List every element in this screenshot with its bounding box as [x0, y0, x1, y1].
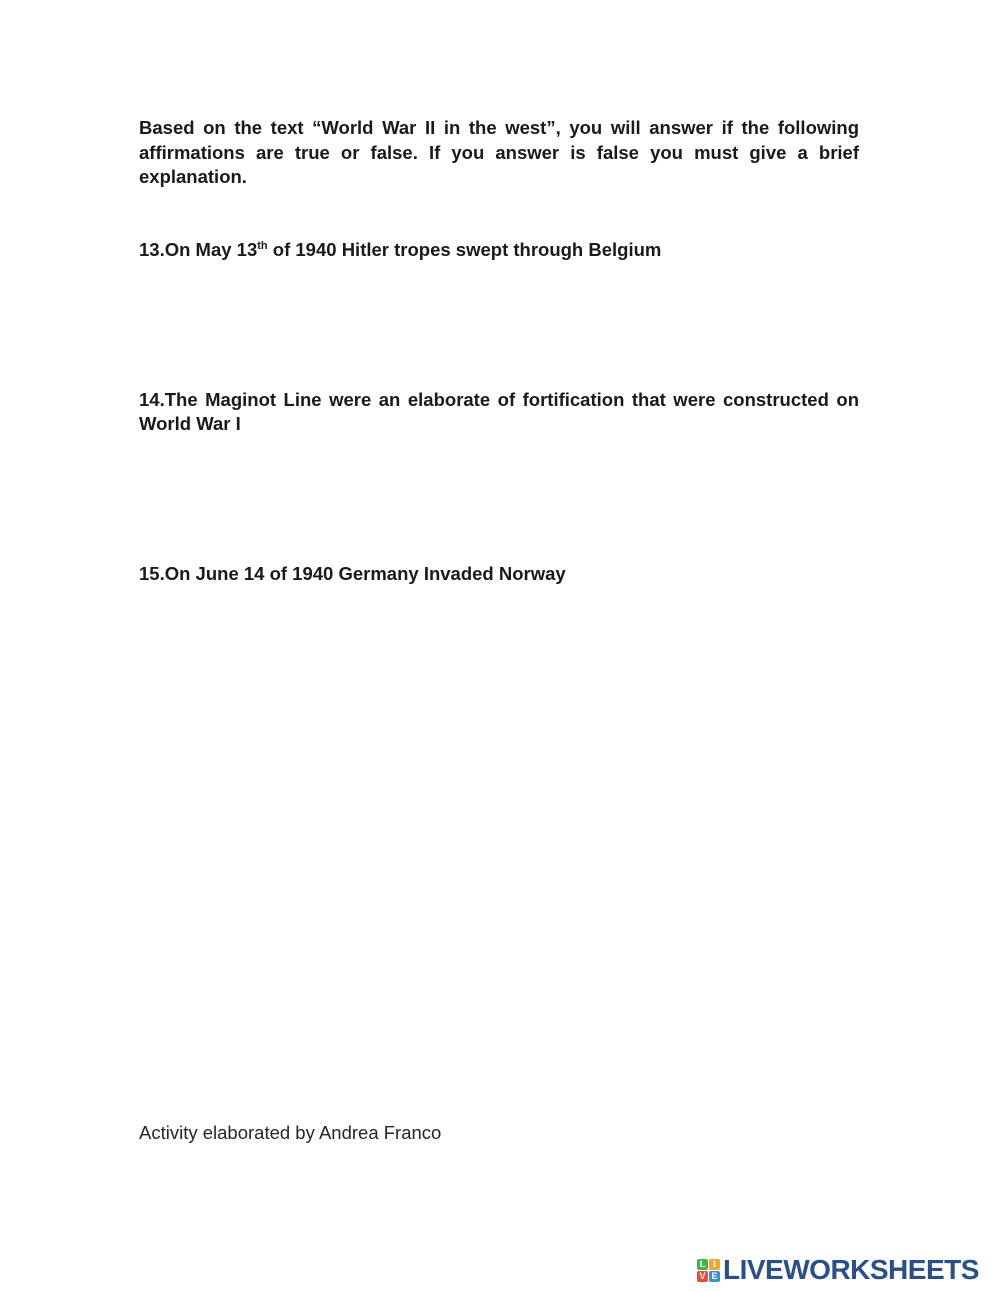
logo-letter-i: I	[709, 1259, 720, 1270]
logo-letter-e: E	[709, 1271, 720, 1282]
author-credit: Activity elaborated by Andrea Franco	[139, 1122, 442, 1143]
question-13-text-start: 13.On May 13	[139, 239, 258, 260]
question-13-text-end: of 1940 Hitler tropes swept through Belgium	[267, 239, 662, 260]
logo-letter-v: V	[697, 1271, 708, 1282]
brand-name: LIVEWORKSHEETS	[723, 1254, 979, 1285]
liveworksheets-logo-icon	[697, 1259, 720, 1282]
logo-letter-l: L	[697, 1259, 708, 1270]
liveworksheets-brand	[697, 1255, 979, 1285]
instructions-text: Based on the text “World War II in the west”, you will answer if the following affirmations are true or false. If you answer is false you must give a brief explanation.	[139, 117, 859, 187]
question-15: 15.On June 14 of 1940 Germany Invaded Norway	[139, 563, 566, 584]
question-14: 14.The Maginot Line were an elaborate of fortification that were constructed on World War I	[139, 389, 859, 434]
question-13-superscript: th	[257, 239, 268, 252]
question-13	[139, 238, 859, 262]
